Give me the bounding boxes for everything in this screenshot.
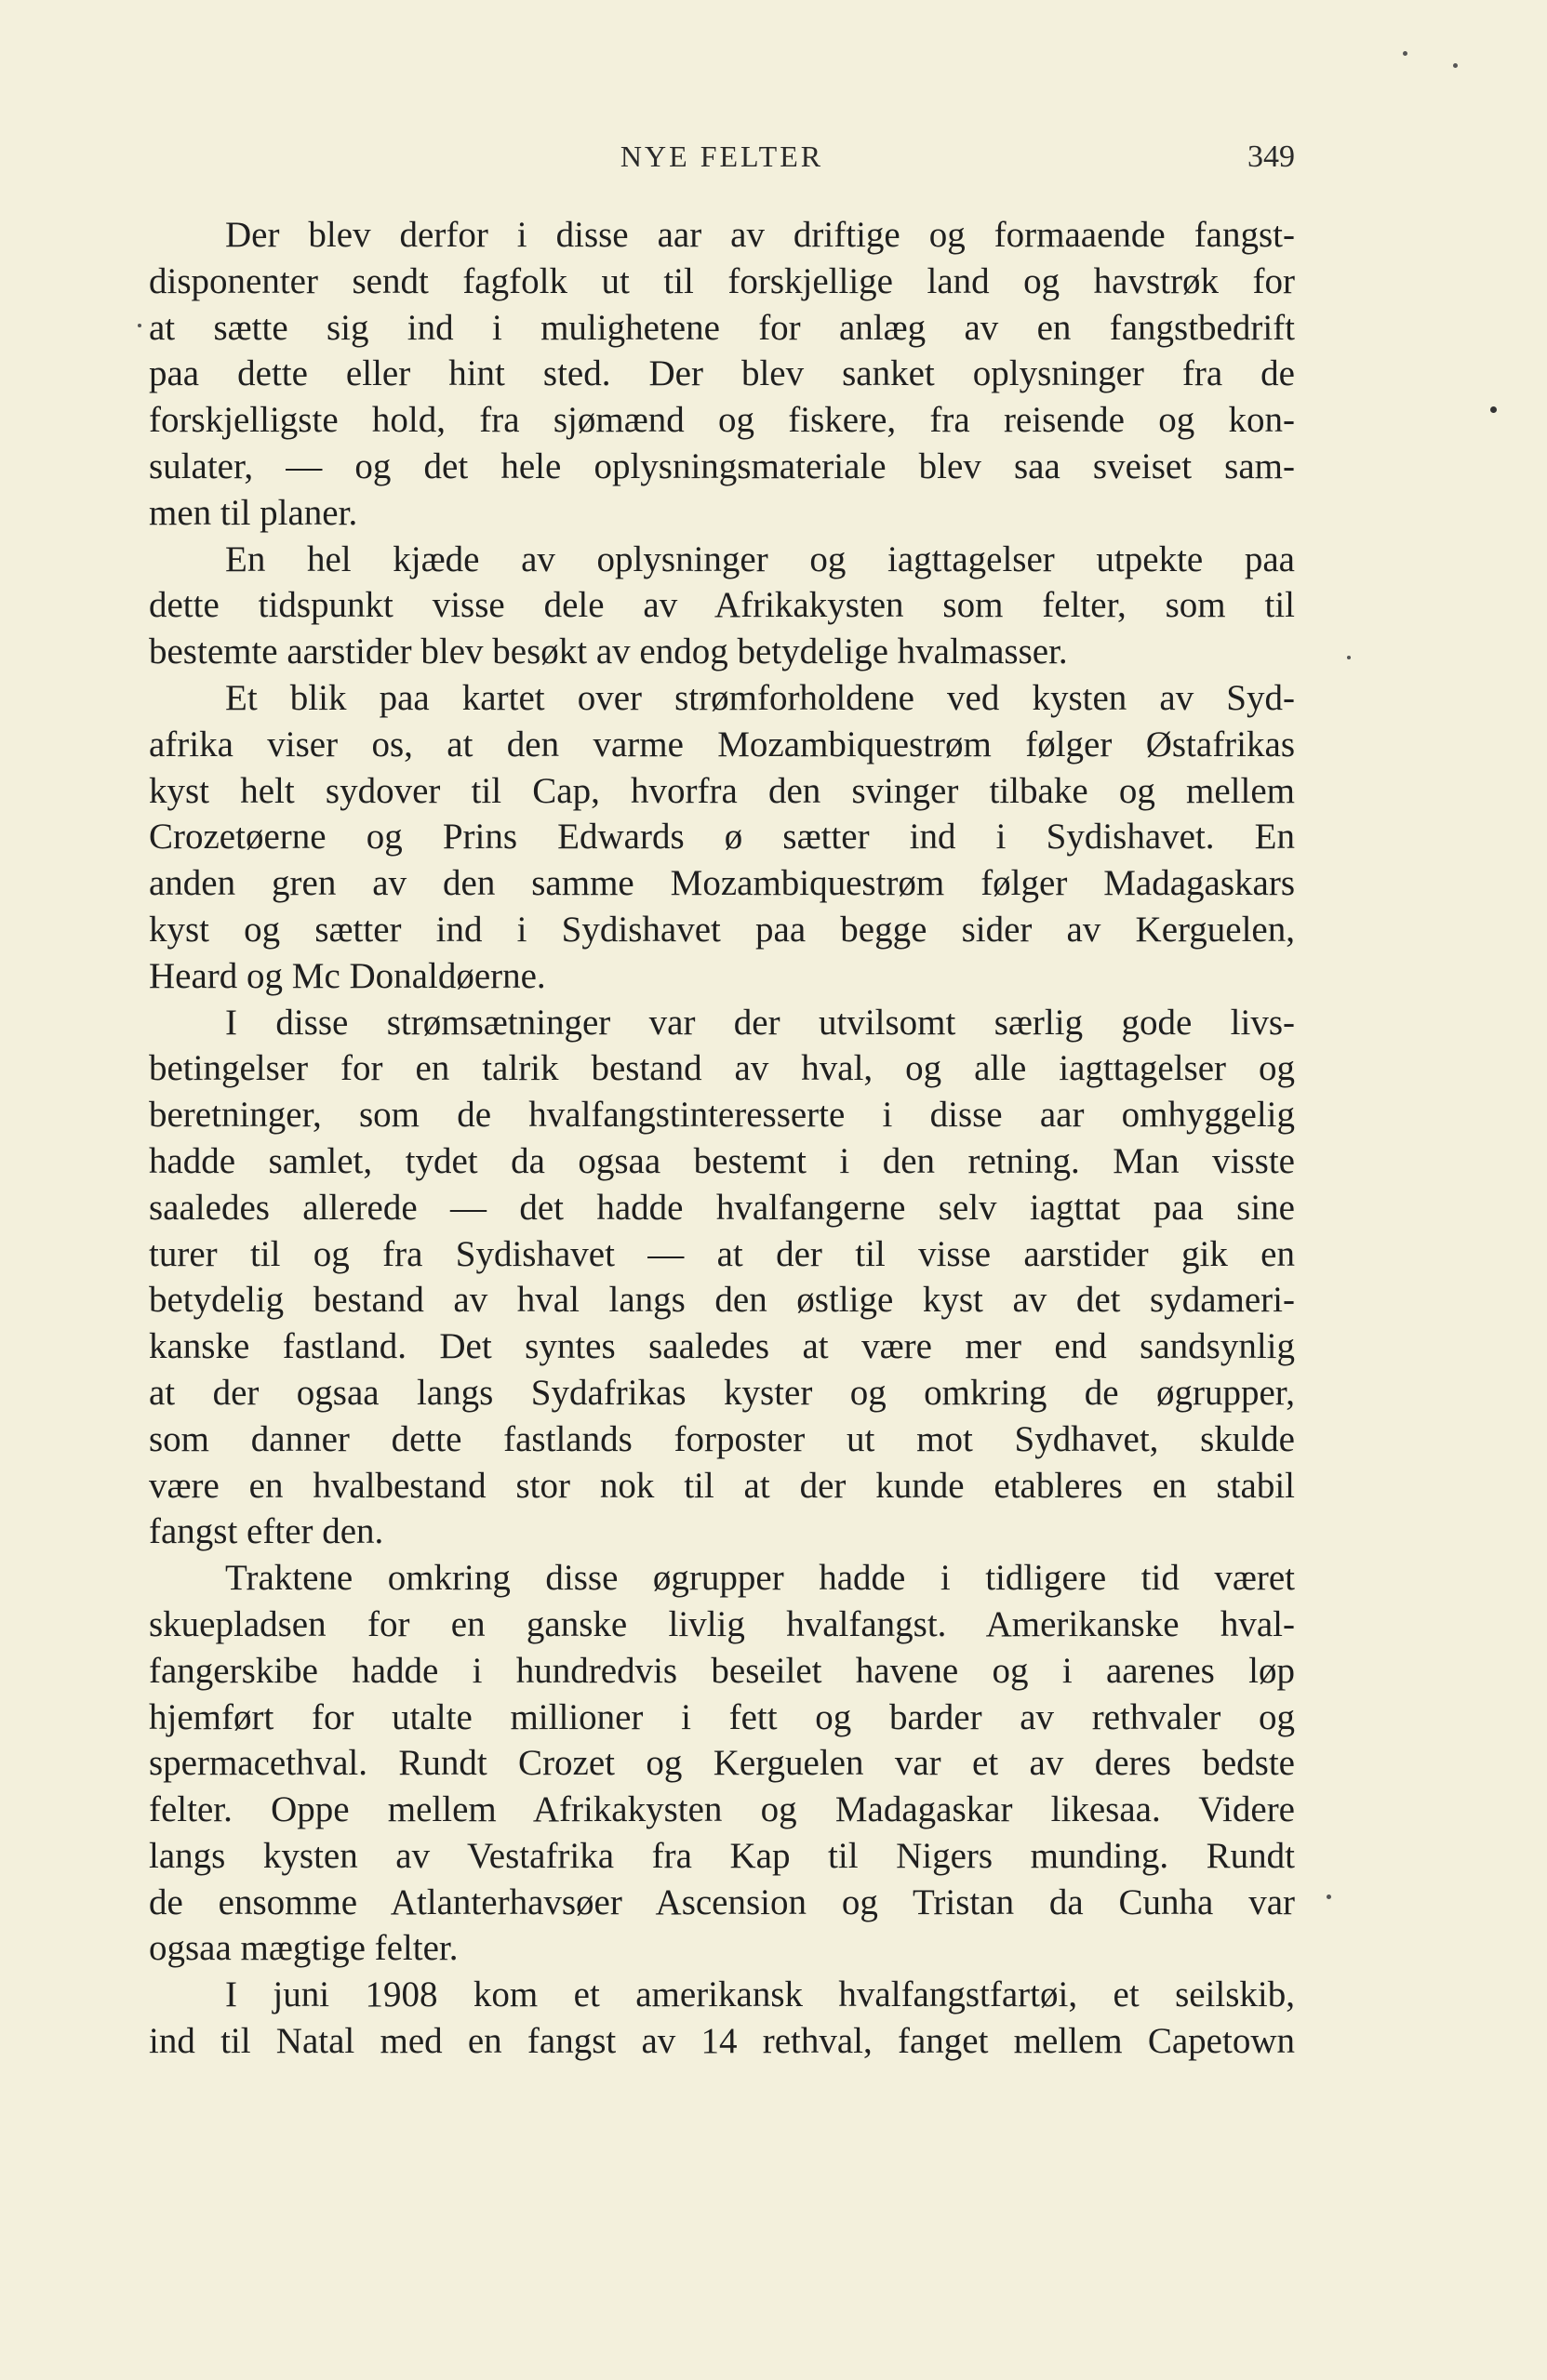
text-line: som danner dette fastlands forposter ut mot Sydhavet, skulde [149,1418,1295,1459]
text-line: En hel kjæde av oplysninger og iagttagelser utpekte paa [225,538,1295,579]
paragraph [149,212,1295,537]
text-line: langs kysten av Vestafrika fra Kap til Nigers munding. Rundt [149,1835,1295,1876]
text-line: at sætte sig ind i mulighetene for anlæg av en fangstbedrift [149,307,1295,348]
paragraph [149,1972,1295,2065]
scan-speck [138,324,141,327]
text-line: sulater, — og det hele oplysningsmateriale blev saa sveiset sam- [149,445,1295,486]
body-text [149,212,1295,2065]
text-line: disponenter sendt fagfolk ut til forskjellige land og havstrøk for [149,260,1295,301]
text-line: paa dette eller hint sted. Der blev sanket oplysninger fra de [149,353,1295,394]
paragraph [149,1555,1295,1972]
running-title: NYE FELTER [620,140,824,173]
text-line: Et blik paa kartet over strømforholdene ved kysten av Syd- [225,677,1295,718]
text-line: skuepladsen for en ganske livlig hvalfangst. Amerikanske hval- [149,1603,1295,1644]
text-line: betydelig bestand av hval langs den østlige kyst av det sydameri- [149,1280,1295,1321]
text-line: saaledes allerede — det hadde hvalfangerne selv iagttat paa sine [149,1187,1295,1228]
text-line: ind til Natal med en fangst av 14 rethval, fanget mellem Capetown [149,2021,1295,2062]
text-line: hadde samlet, tydet da ogsaa bestemt i den retning. Man visste [149,1140,1295,1181]
text-line: spermacethval. Rundt Crozet og Kerguelen var et av deres bedste [149,1743,1295,1784]
text-line: anden gren av den samme Mozambiquestrøm følger Madagaskars [149,863,1295,904]
text-line: Traktene omkring disse øgrupper hadde i tidligere tid været [225,1558,1295,1599]
text-line: men til planer. [149,492,358,533]
scan-speck [1490,406,1497,413]
text-line: dette tidspunkt visse dele av Afrikakysten som felter, som til [149,585,1295,626]
text-line: hjemført for utalte millioner i fett og barder av rethvaler og [149,1696,1295,1737]
text-line: afrika viser os, at den varme Mozambiquestrøm følger Østafrikas [149,724,1295,765]
paragraph [149,1000,1295,1556]
paragraph [149,537,1295,675]
paragraph [149,675,1295,1000]
text-line: turer til og fra Sydishavet — at der til visse aarstider gik en [149,1233,1295,1274]
scan-speck [1347,656,1351,659]
scan-speck [1403,51,1407,56]
running-head [149,140,1295,186]
text-line: bestemte aarstider blev besøkt av endog betydelige hvalmasser. [149,632,1068,672]
text-line: I juni 1908 kom et amerikansk hvalfangstfartøi, et seilskib, [225,1974,1295,2015]
text-line: betingelser for en talrik bestand av hval, og alle iagttagelser og [149,1048,1295,1089]
text-line: Crozetøerne og Prins Edwards ø sætter ind i Sydishavet. En [149,817,1295,858]
text-line: fangst efter den. [149,1511,384,1552]
text-line: kyst helt sydover til Cap, hvorfra den svinger tilbake og mellem [149,770,1295,811]
text-line: kanske fastland. Det syntes saaledes at være mer end sandsynlig [149,1326,1295,1367]
text-line: Heard og Mc Donaldøerne. [149,955,546,996]
scan-speck [1327,1895,1331,1899]
text-line: at der ogsaa langs Sydafrikas kyster og omkring de øgrupper, [149,1372,1295,1413]
page-number: 349 [1247,140,1295,174]
text-line: kyst og sætter ind i Sydishavet paa begge sider av Kerguelen, [149,909,1295,950]
text-line: felter. Oppe mellem Afrikakysten og Madagaskar likesaa. Videre [149,1789,1295,1830]
text-line: I disse strømsætninger var der utvilsomt særlig gode livs- [225,1002,1295,1043]
text-line: beretninger, som de hvalfangstinteresserte i disse aar omhyggelig [149,1095,1295,1136]
text-line: forskjelligste hold, fra sjømænd og fiskere, fra reisende og kon- [149,400,1295,441]
text-line: ogsaa mægtige felter. [149,1928,459,1969]
text-line: Der blev derfor i disse aar av driftige og formaaende fangst- [225,215,1295,255]
text-line: de ensomme Atlanterhavsøer Ascension og Tristan da Cunha var [149,1881,1295,1922]
text-line: fangerskibe hadde i hundredvis beseilet havene og i aarenes løp [149,1650,1295,1691]
text-line: være en hvalbestand stor nok til at der kunde etableres en stabil [149,1465,1295,1506]
scan-speck [1453,63,1458,68]
